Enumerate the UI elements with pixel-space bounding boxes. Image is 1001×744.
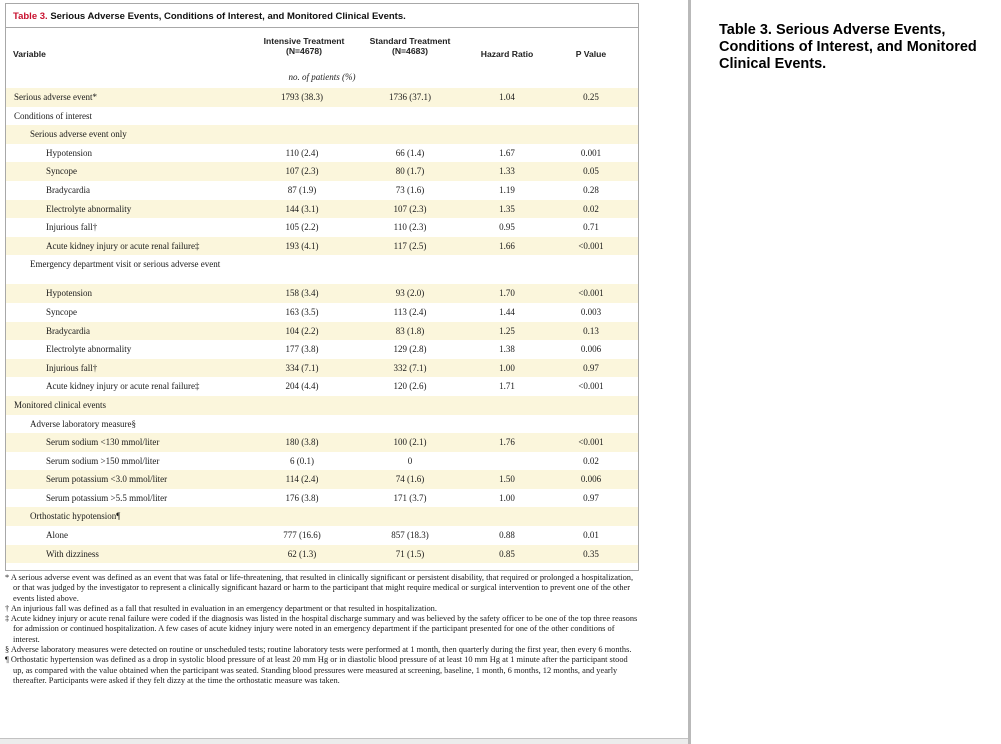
row-hazard-ratio: 1.00 (499, 362, 515, 373)
row-hazard-ratio: 1.25 (499, 325, 515, 336)
table-row (6, 303, 638, 322)
row-p-value: 0.05 (583, 166, 599, 177)
row-variable: Acute kidney injury or acute renal failure‡ (46, 381, 200, 392)
table-row (6, 218, 638, 237)
table-label: Table 3. (13, 11, 48, 22)
table-title-text: Serious Adverse Events, Conditions of Interest, and Monitored Clinical Events. (50, 11, 406, 22)
row-variable: Syncope (46, 166, 77, 177)
footnote: ‡ Acute kidney injury or acute renal failure were coded if the diagnosis was listed in the hospital discharge summary and was believed by the safety officer to be one of the top three reasons for admission or continued hospitalization. A few cases of acute kidney injury were noted in an emergency department if the participant presented for one of the other conditions of interest. (5, 614, 638, 644)
row-standard-value: 110 (2.3) (393, 222, 427, 233)
header-standard-line1: Standard Treatment (369, 36, 451, 46)
row-p-value: <0.001 (578, 288, 604, 299)
row-hazard-ratio: 1.50 (499, 474, 515, 485)
row-variable: Bradycardia (46, 325, 90, 336)
row-hazard-ratio: 1.04 (499, 92, 515, 102)
table-title (13, 11, 406, 22)
table-row (6, 162, 638, 181)
table-body (6, 88, 638, 563)
row-p-value: 0.25 (583, 92, 599, 102)
row-p-value: 0.71 (583, 222, 599, 233)
row-p-value: 0.35 (583, 548, 599, 559)
row-variable: Alone (46, 530, 68, 541)
row-variable: Serum sodium >150 mmol/liter (46, 455, 160, 466)
table-row (6, 284, 638, 303)
row-intensive-value: 107 (2.3) (285, 166, 319, 177)
row-variable: Serious adverse event* (14, 92, 97, 102)
header-intensive (254, 36, 354, 56)
table-row (6, 237, 638, 256)
table-row (6, 377, 638, 396)
row-variable: Hypotension (46, 147, 92, 158)
row-p-value: 0.97 (583, 492, 599, 503)
row-p-value: 0.02 (583, 203, 599, 214)
row-variable: Electrolyte abnormality (46, 203, 132, 214)
table-row (6, 359, 638, 378)
row-intensive-value: 62 (1.3) (287, 548, 317, 559)
table-row (6, 507, 638, 526)
row-intensive-value: 177 (3.8) (285, 344, 319, 355)
figure-caption: Table 3. Serious Adverse Events, Conditions of Interest, and Monitored Clinical Events. (719, 22, 977, 72)
row-hazard-ratio: 1.70 (499, 288, 515, 299)
row-variable: With dizziness (46, 548, 99, 559)
row-p-value: 0.006 (580, 344, 602, 355)
row-variable: Monitored clinical events (14, 399, 106, 410)
row-variable: Acute kidney injury or acute renal failure‡ (46, 240, 200, 251)
table-row (6, 144, 638, 163)
row-hazard-ratio: 1.67 (499, 147, 515, 158)
table-row (6, 181, 638, 200)
footnote: † An injurious fall was defined as a fall that resulted in evaluation in an emergency department or that resulted in hospitalization. (5, 603, 437, 613)
row-standard-value: 117 (2.5) (393, 240, 427, 251)
row-standard-value: 66 (1.4) (395, 147, 425, 158)
title-rule (6, 27, 638, 28)
row-intensive-value: 110 (2.4) (285, 147, 319, 158)
table-row (6, 396, 638, 415)
row-intensive-value: 87 (1.9) (287, 184, 317, 195)
footnote: § Adverse laboratory measures were detected on routine or unscheduled tests; routine laboratory tests were performed at 1 month, then quarterly during the first year, then every 6 months. (5, 645, 632, 655)
table-row (6, 415, 638, 434)
table-row (6, 489, 638, 508)
row-p-value: 0.01 (583, 530, 599, 541)
units-label: no. of patients (%) (288, 72, 356, 82)
row-hazard-ratio: 1.33 (499, 166, 515, 177)
row-variable: Electrolyte abnormality (46, 344, 132, 355)
table-row (6, 526, 638, 545)
row-variable: Injurious fall† (46, 222, 98, 233)
row-standard-value: 0 (407, 455, 413, 466)
table-row (6, 545, 638, 564)
row-intensive-value: 104 (2.2) (285, 325, 319, 336)
row-variable: Adverse laboratory measure§ (30, 418, 136, 429)
table-row (6, 340, 638, 359)
row-hazard-ratio: 1.71 (499, 381, 515, 392)
table-row (6, 322, 638, 341)
row-hazard-ratio: 1.76 (499, 437, 515, 448)
row-p-value: 0.006 (580, 474, 602, 485)
bottom-band (0, 739, 688, 744)
row-p-value: 0.28 (583, 184, 599, 195)
table-footnotes (5, 573, 639, 686)
row-intensive-value: 1793 (38.3) (281, 92, 323, 102)
header-standard-line2: (N=4683) (391, 46, 429, 56)
row-intensive-value: 777 (16.6) (283, 530, 321, 541)
table-row (6, 125, 638, 144)
row-hazard-ratio: 1.35 (499, 203, 515, 214)
row-intensive-value: 193 (4.1) (285, 240, 319, 251)
row-hazard-ratio: 1.44 (499, 306, 515, 317)
row-intensive-value: 144 (3.1) (285, 203, 319, 214)
header-standard (358, 36, 462, 56)
row-intensive-value: 158 (3.4) (285, 288, 319, 299)
header-p-value: P Value (575, 49, 607, 59)
header-hazard-ratio: Hazard Ratio (480, 49, 534, 59)
row-standard-value: 129 (2.8) (393, 344, 427, 355)
row-standard-value: 71 (1.5) (395, 548, 425, 559)
row-variable: Hypotension (46, 288, 92, 299)
row-standard-value: 83 (1.8) (395, 325, 425, 336)
row-p-value: <0.001 (578, 437, 604, 448)
row-variable: Injurious fall† (46, 362, 98, 373)
row-p-value: 0.003 (580, 306, 602, 317)
table-row (6, 200, 638, 219)
table-row (6, 470, 638, 489)
row-variable: Conditions of interest (14, 110, 92, 121)
row-p-value: 0.001 (580, 147, 602, 158)
row-standard-value: 80 (1.7) (395, 166, 425, 177)
header-variable: Variable (13, 49, 46, 59)
row-standard-value: 171 (3.7) (393, 492, 427, 503)
table-row (6, 255, 638, 284)
row-hazard-ratio: 1.00 (499, 492, 515, 503)
row-intensive-value: 180 (3.8) (285, 437, 319, 448)
row-intensive-value: 334 (7.1) (285, 362, 319, 373)
panel-divider (688, 0, 691, 744)
row-p-value: 0.13 (583, 325, 599, 336)
row-standard-value: 113 (2.4) (393, 306, 427, 317)
row-intensive-value: 105 (2.2) (285, 222, 319, 233)
row-p-value: 0.02 (583, 455, 599, 466)
row-standard-value: 120 (2.6) (393, 381, 427, 392)
row-standard-value: 100 (2.1) (393, 437, 427, 448)
footnote: * A serious adverse event was defined as an event that was fatal or life-threatening, that resulted in clinically significant or persistent disability, that required or prolonged a hospitalization, or that was judged by the investigator to represent a clinically significant hazard or harm to the participant that might require medical or surgical intervention to prevent one of the other events listed above. (5, 573, 634, 603)
row-standard-value: 332 (7.1) (393, 362, 427, 373)
row-variable: Serum sodium <130 mmol/liter (46, 437, 160, 448)
row-hazard-ratio: 0.88 (499, 530, 515, 541)
row-variable: Serum potassium <3.0 mmol/liter (46, 474, 168, 485)
row-variable: Orthostatic hypotension¶ (30, 511, 121, 522)
table-row (6, 107, 638, 126)
row-p-value: <0.001 (578, 381, 604, 392)
row-variable: Serum potassium >5.5 mmol/liter (46, 492, 168, 503)
table-row (6, 452, 638, 471)
row-intensive-value: 6 (0.1) (290, 455, 314, 466)
row-hazard-ratio: 1.19 (499, 184, 515, 195)
row-standard-value: 74 (1.6) (395, 474, 425, 485)
table-frame (5, 3, 639, 571)
footnote: ¶ Orthostatic hypertension was defined as a drop in systolic blood pressure of at least 20 mm Hg or in diastolic blood pressure of at least 10 mm Hg at 1 minute after the participant stood up, as compared with the value obtained when the participant was seated. Standing blood pressures were measured at screening, baseline, 1 month, 6 months, 12 months, and yearly thereafter. Participants were asked if they felt dizzy at the time the orthostatic measure was taken. (5, 655, 628, 685)
table-row (6, 433, 638, 452)
header-intensive-line1: Intensive Treatment (263, 36, 345, 46)
row-intensive-value: 114 (2.4) (285, 474, 319, 485)
row-standard-value: 93 (2.0) (395, 288, 425, 299)
row-intensive-value: 176 (3.8) (285, 492, 319, 503)
row-variable: Emergency department visit or serious adverse event (30, 259, 221, 270)
table-row (6, 88, 638, 107)
row-hazard-ratio: 1.66 (499, 240, 515, 251)
header-intensive-line2: (N=4678) (285, 46, 323, 56)
row-variable: Serious adverse event only (30, 129, 127, 140)
row-hazard-ratio: 1.38 (499, 344, 515, 355)
row-standard-value: 1736 (37.1) (389, 92, 431, 102)
row-variable: Bradycardia (46, 184, 90, 195)
row-p-value: <0.001 (578, 240, 604, 251)
row-standard-value: 73 (1.6) (395, 184, 425, 195)
row-hazard-ratio: 0.95 (499, 222, 515, 233)
row-standard-value: 107 (2.3) (393, 203, 427, 214)
row-variable: Syncope (46, 306, 77, 317)
row-hazard-ratio: 0.85 (499, 548, 515, 559)
row-p-value: 0.97 (583, 362, 599, 373)
row-intensive-value: 163 (3.5) (285, 306, 319, 317)
row-standard-value: 857 (18.3) (391, 530, 429, 541)
row-intensive-value: 204 (4.4) (285, 381, 319, 392)
